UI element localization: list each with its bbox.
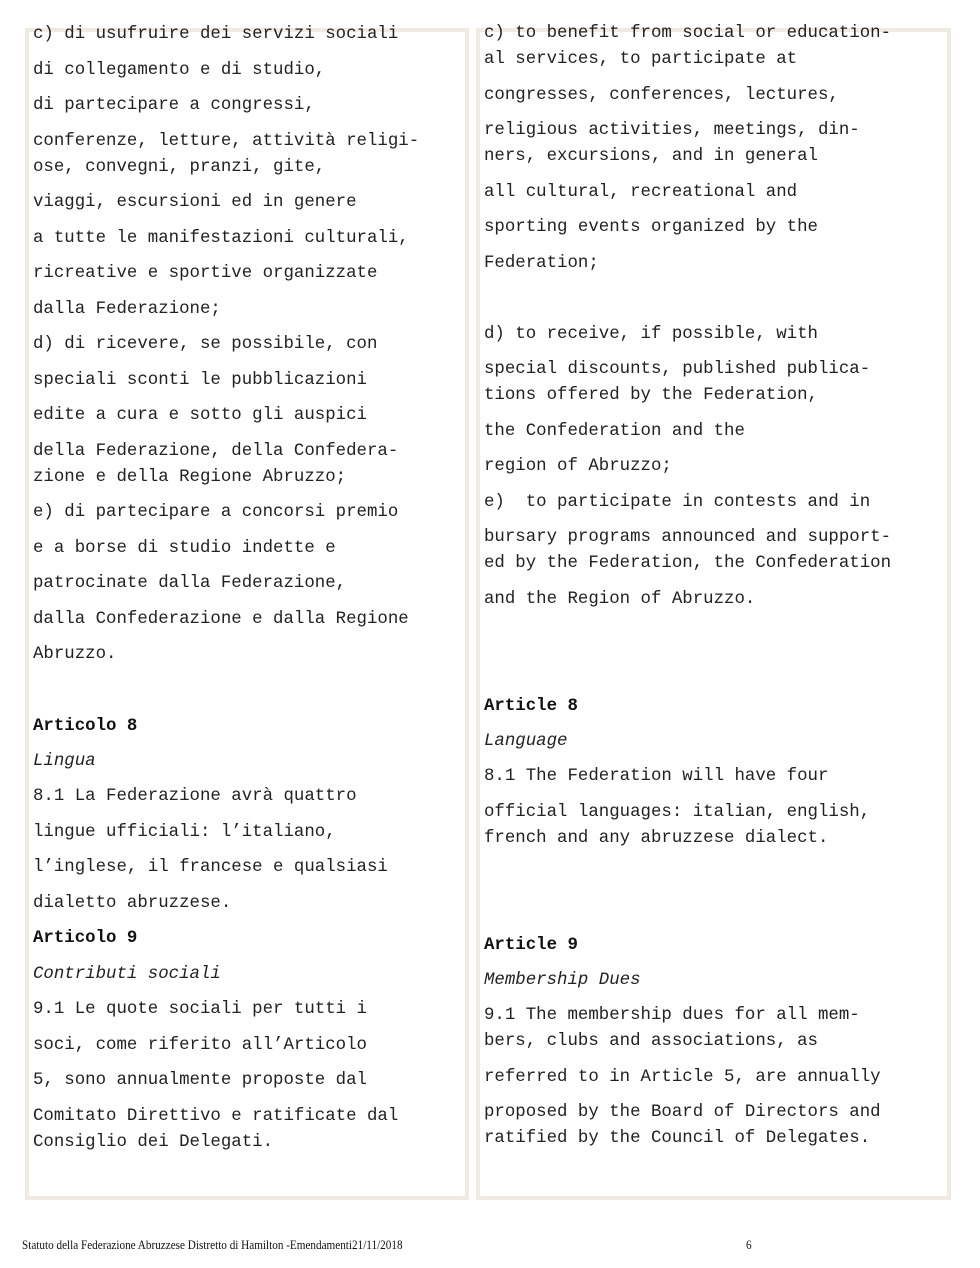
text-line: 9.1 The membership dues for all mem- (484, 1006, 860, 1025)
text-line: di collegamento e di studio, (33, 61, 326, 80)
text-line: al services, to participate at (484, 50, 798, 69)
text-line: ose, convegni, pranzi, gite, (33, 158, 326, 177)
text-line: dalla Confederazione e dalla Regione (33, 610, 409, 629)
text-line: e) to participate in contests and in (484, 493, 871, 512)
text-line: e a borse di studio indette e (33, 539, 336, 558)
text-line: di partecipare a congressi, (33, 96, 315, 115)
text-line: 8.1 The Federation will have four (484, 767, 829, 786)
text-line: ners, excursions, and in general (484, 147, 818, 166)
text-line: the Confederation and the (484, 422, 745, 441)
text-line: Comitato Direttivo e ratificate dal (33, 1107, 399, 1126)
text-line: and the Region of Abruzzo. (484, 590, 756, 609)
article-heading: Articolo 8 (33, 717, 138, 736)
article-heading: Articolo 9 (33, 929, 138, 948)
article-subtitle: Lingua (33, 752, 96, 771)
text-line: region of Abruzzo; (484, 457, 672, 476)
text-line: ratified by the Council of Delegates. (484, 1129, 871, 1148)
text-line: viaggi, escursioni ed in genere (33, 193, 357, 212)
text-line: congresses, conferences, lectures, (484, 86, 839, 105)
text-line: referred to in Article 5, are annually (484, 1068, 881, 1087)
text-line: d) di ricevere, se possibile, con (33, 335, 378, 354)
text-line: e) di partecipare a concorsi premio (33, 503, 399, 522)
text-line: patrocinate dalla Federazione, (33, 574, 347, 593)
article-subtitle: Language (484, 732, 568, 751)
english-column (476, 24, 951, 1200)
text-line: tions offered by the Federation, (484, 386, 818, 405)
text-line: ricreative e sportive organizzate (33, 264, 378, 283)
text-line: special discounts, published publica- (484, 360, 871, 379)
text-line: Consiglio dei Delegati. (33, 1133, 274, 1152)
text-line: 8.1 La Federazione avrà quattro (33, 787, 357, 806)
text-line: a tutte le manifestazioni culturali, (33, 229, 409, 248)
article-heading: Article 9 (484, 936, 578, 955)
text-line: Abruzzo. (33, 645, 117, 664)
text-line: edite a cura e sotto gli auspici (33, 406, 367, 425)
article-subtitle: Membership Dues (484, 971, 641, 990)
italian-column (25, 25, 469, 1200)
text-line: l’inglese, il francese e qualsiasi (33, 858, 388, 877)
text-line: proposed by the Board of Directors and (484, 1103, 881, 1122)
text-line: 9.1 Le quote sociali per tutti i (33, 1000, 367, 1019)
text-line: ed by the Federation, the Confederation (484, 554, 892, 573)
text-line: c) di usufruire dei servizi sociali (33, 25, 399, 44)
text-line: bers, clubs and associations, as (484, 1032, 818, 1051)
text-line: lingue ufficiali: l’italiano, (33, 823, 336, 842)
article-heading: Article 8 (484, 697, 578, 716)
article-subtitle: Contributi sociali (33, 965, 221, 984)
text-line: official languages: italian, english, (484, 803, 871, 822)
text-line: soci, come riferito all’Articolo (33, 1036, 367, 1055)
text-line: d) to receive, if possible, with (484, 325, 818, 344)
text-line: zione e della Regione Abruzzo; (33, 468, 347, 487)
text-line: della Federazione, della Confedera- (33, 442, 399, 461)
footer-title: Statuto della Federazione Abruzzese Distretto di Hamilton -Emendamenti21/11/2018 (22, 1237, 403, 1252)
text-line: dialetto abruzzese. (33, 894, 232, 913)
text-line: sporting events organized by the (484, 218, 818, 237)
text-line: speciali sconti le pubblicazioni (33, 371, 367, 390)
text-line: 5, sono annualmente proposte dal (33, 1071, 367, 1090)
page-number: 6 (746, 1237, 752, 1252)
text-line: bursary programs announced and support- (484, 528, 892, 547)
text-line: religious activities, meetings, din- (484, 121, 860, 140)
text-line: french and any abruzzese dialect. (484, 829, 829, 848)
text-line: c) to benefit from social or education- (484, 24, 892, 43)
text-line: conferenze, letture, attività religi- (33, 132, 420, 151)
text-line: all cultural, recreational and (484, 183, 798, 202)
text-line: dalla Federazione; (33, 300, 221, 319)
text-line: Federation; (484, 254, 599, 273)
